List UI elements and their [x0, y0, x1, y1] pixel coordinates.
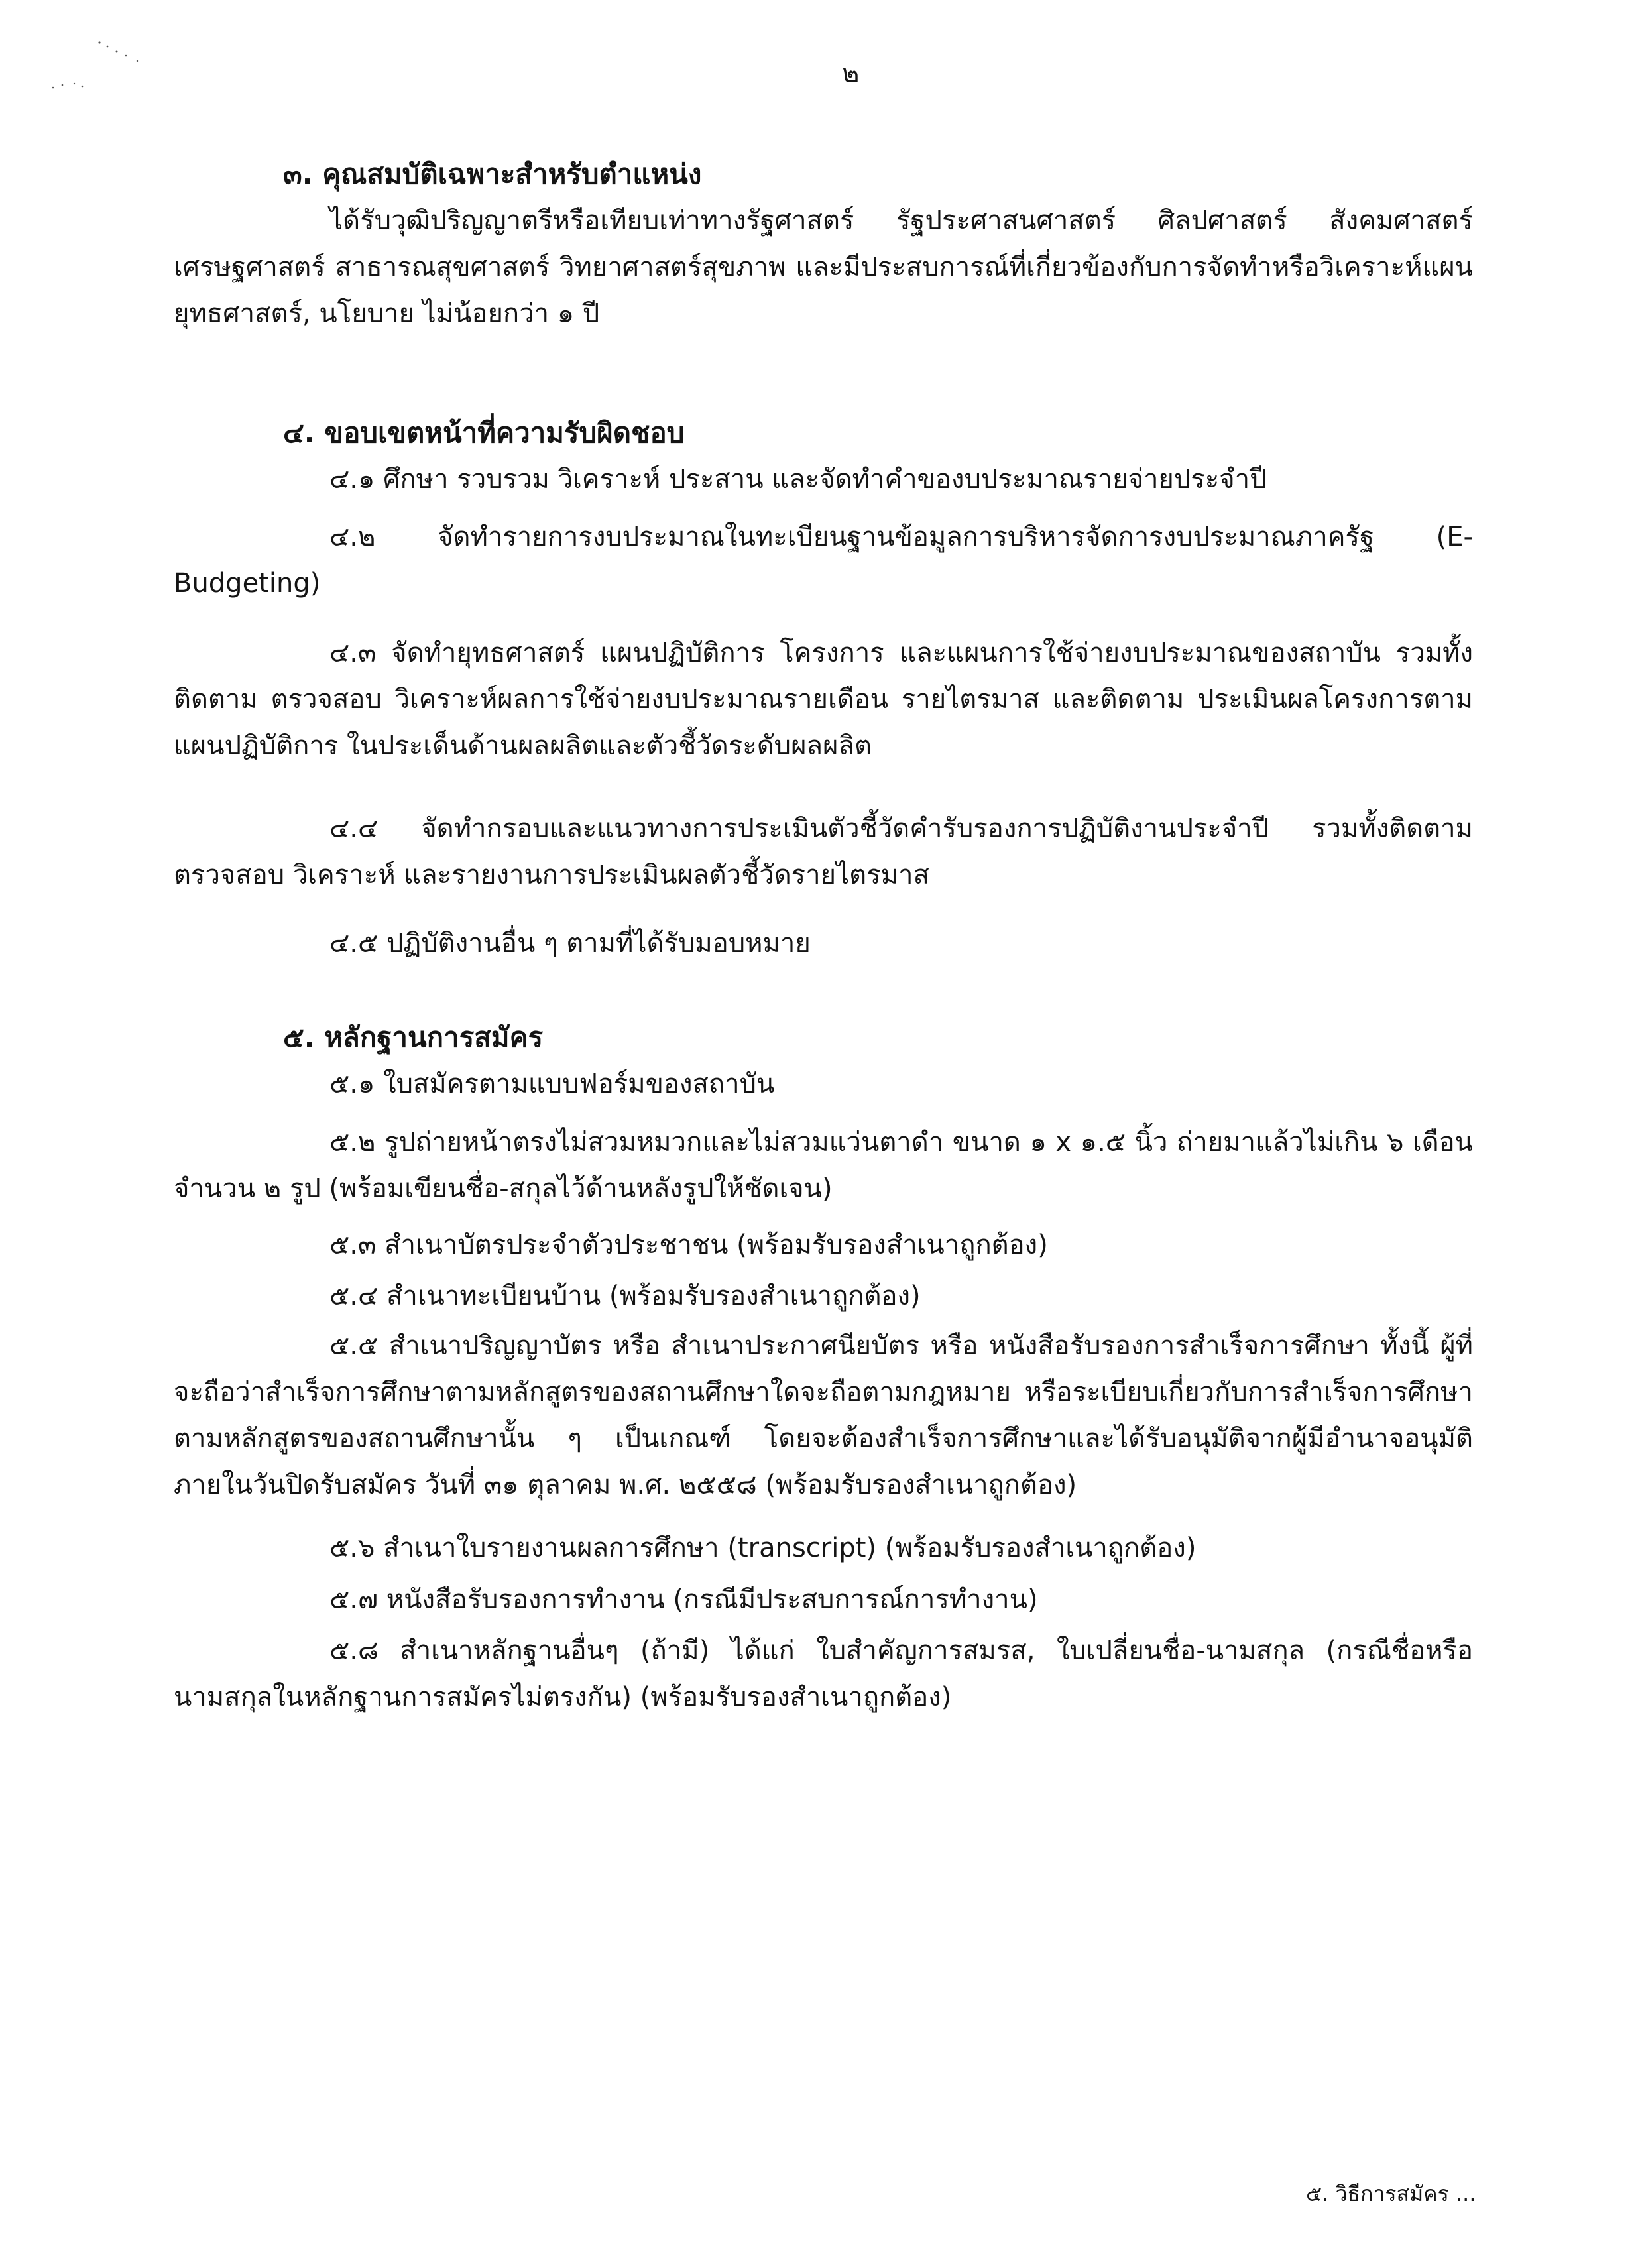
section-3 — [174, 151, 1473, 337]
section-4-item-5-block — [174, 920, 1473, 967]
section-5-item-3: ๕.๓ สำเนาบัตรประจำตัวประชาชน (พร้อมรับรองสำเนาถูกต้อง) — [329, 1230, 1048, 1260]
section-5-item-1: ๕.๑ ใบสมัครตามแบบฟอร์มของสถาบัน — [329, 1069, 775, 1099]
section-5 — [174, 1014, 1473, 1107]
section-5-item-5: ๕.๕ สำเนาปริญญาบัตร หรือ สำเนาประกาศนียบัตร หรือ หนังสือรับรองการสำเร็จการศึกษา ทั้งนี้ ผู้ที่จะถือว่าสำเร็จการศึกษาตามหลักสูตรของสถานศึกษาใดจะถือตามกฎหมาย หรือระเบียบเกี่ยวกับการสำเร็จการศึกษาตามหลักสูตรของสถานศึกษานั้น ๆ เป็นเกณฑ์ โดยจะต้องสำเร็จการศึกษาและได้รับอนุมัติจากผู้มีอำนาจอนุมัติภายในวันปิดรับสมัคร วันที่ ๓๑ ตุลาคม พ.ศ. ๒๕๕๘ (พร้อมรับรองสำเนาถูกต้อง) — [174, 1331, 1473, 1500]
section-4-item-3-block — [174, 630, 1473, 769]
section-5-item-7: ๕.๗ หนังสือรับรองการทำงาน (กรณีมีประสบการณ์การทำงาน) — [329, 1584, 1038, 1615]
section-4-item-2-block — [174, 514, 1473, 607]
section-4-item-5: ๔.๕ ปฏิบัติงานอื่น ๆ ตามที่ได้รับมอบหมาย — [329, 928, 811, 959]
section-5-item-2: ๕.๒ รูปถ่ายหน้าตรงไม่สวมหมวกและไม่สวมแว่นตาดำ ขนาด ๑ x ๑.๕ นิ้ว ถ่ายมาแล้วไม่เกิน ๖ เดือน จำนวน ๒ รูป (พร้อมเขียนชื่อ-สกุลไว้ด้านหลังรูปให้ชัดเจน) — [174, 1127, 1473, 1204]
section-5-item-8-block — [174, 1628, 1473, 1720]
footer-next-section: ๕. วิธีการสมัคร ... — [1306, 2181, 1476, 2206]
section-4-item-2: ๔.๒ จัดทำรายการงบประมาณในทะเบียนฐานข้อมูลการบริหารจัดการงบประมาณภาครัฐ (E-Budgeting) — [174, 522, 1473, 599]
section-3-text: ได้รับวุฒิปริญญาตรีหรือเทียบเท่าทางรัฐศาสตร์ รัฐประศาสนศาสตร์ ศิลปศาสตร์ สังคมศาสตร์ เศรษฐศาสตร์ สาธารณสุขศาสตร์ วิทยาศาสตร์สุขภาพ และมีประสบการณ์ที่เกี่ยวข้องกับการจัดทำหรือวิเคราะห์แผนยุทธศาสตร์, นโยบาย ไม่น้อยกว่า ๑ ปี — [174, 206, 1473, 329]
section-4-item-3: ๔.๓ จัดทำยุทธศาสตร์ แผนปฏิบัติการ โครงการ และแผนการใช้จ่ายงบประมาณของสถาบัน รวมทั้งติดตาม ตรวจสอบ วิเคราะห์ผลการใช้จ่ายงบประมาณรายเดือน รายไตรมาส และติดตาม ประเมินผลโครงการตามแผนปฏิบัติการ ในประเด็นด้านผลผลิตและตัวชี้วัดระดับผลผลิต — [174, 638, 1473, 761]
section-3-heading: ๓. คุณสมบัติเฉพาะสำหรับตำแหน่ง — [283, 158, 702, 190]
section-5-item-6: ๕.๖ สำเนาใบรายงานผลการศึกษา (transcript) (พร้อมรับรองสำเนาถูกต้อง) — [329, 1533, 1197, 1563]
section-5-item-7-block — [174, 1577, 1473, 1623]
section-5-heading: ๕. หลักฐานการสมัคร — [283, 1021, 544, 1053]
section-5-item-5-block — [174, 1323, 1473, 1508]
section-5-item-4: ๕.๔ สำเนาทะเบียนบ้าน (พร้อมรับรองสำเนาถูกต้อง) — [329, 1281, 921, 1311]
section-4-item-4: ๔.๔ จัดทำกรอบและแนวทางการประเมินตัวชี้วัดคำรับรองการปฏิบัติงานประจำปี รวมทั้งติดตาม ตรวจสอบ วิเคราะห์ และรายงานการประเมินผลตัวชี้วัดรายไตรมาส — [174, 813, 1473, 890]
section-5-item-4-block — [174, 1273, 1473, 1319]
section-4-item-4-block — [174, 806, 1473, 898]
section-4 — [174, 410, 1473, 503]
section-5-item-3-block — [174, 1222, 1473, 1268]
section-5-item-2-block — [174, 1119, 1473, 1212]
scan-speck-marks — [48, 33, 147, 106]
section-4-heading: ๔. ขอบเขตหน้าที่ความรับผิดชอบ — [283, 416, 685, 449]
section-5-item-8: ๕.๘ สำเนาหลักฐานอื่นๆ (ถ้ามี) ได้แก่ ใบสำคัญการสมรส, ใบเปลี่ยนชื่อ-นามสกุล (กรณีชื่อหรือนามสกุลในหลักฐานการสมัครไม่ตรงกัน) (พร้อมรับรองสำเนาถูกต้อง) — [174, 1636, 1473, 1712]
section-5-item-6-block — [174, 1525, 1473, 1571]
page-number: ๒ — [842, 58, 860, 89]
section-4-item-1: ๔.๑ ศึกษา รวบรวม วิเคราะห์ ประสาน และจัดทำคำของบประมาณรายจ่ายประจำปี — [329, 464, 1267, 495]
